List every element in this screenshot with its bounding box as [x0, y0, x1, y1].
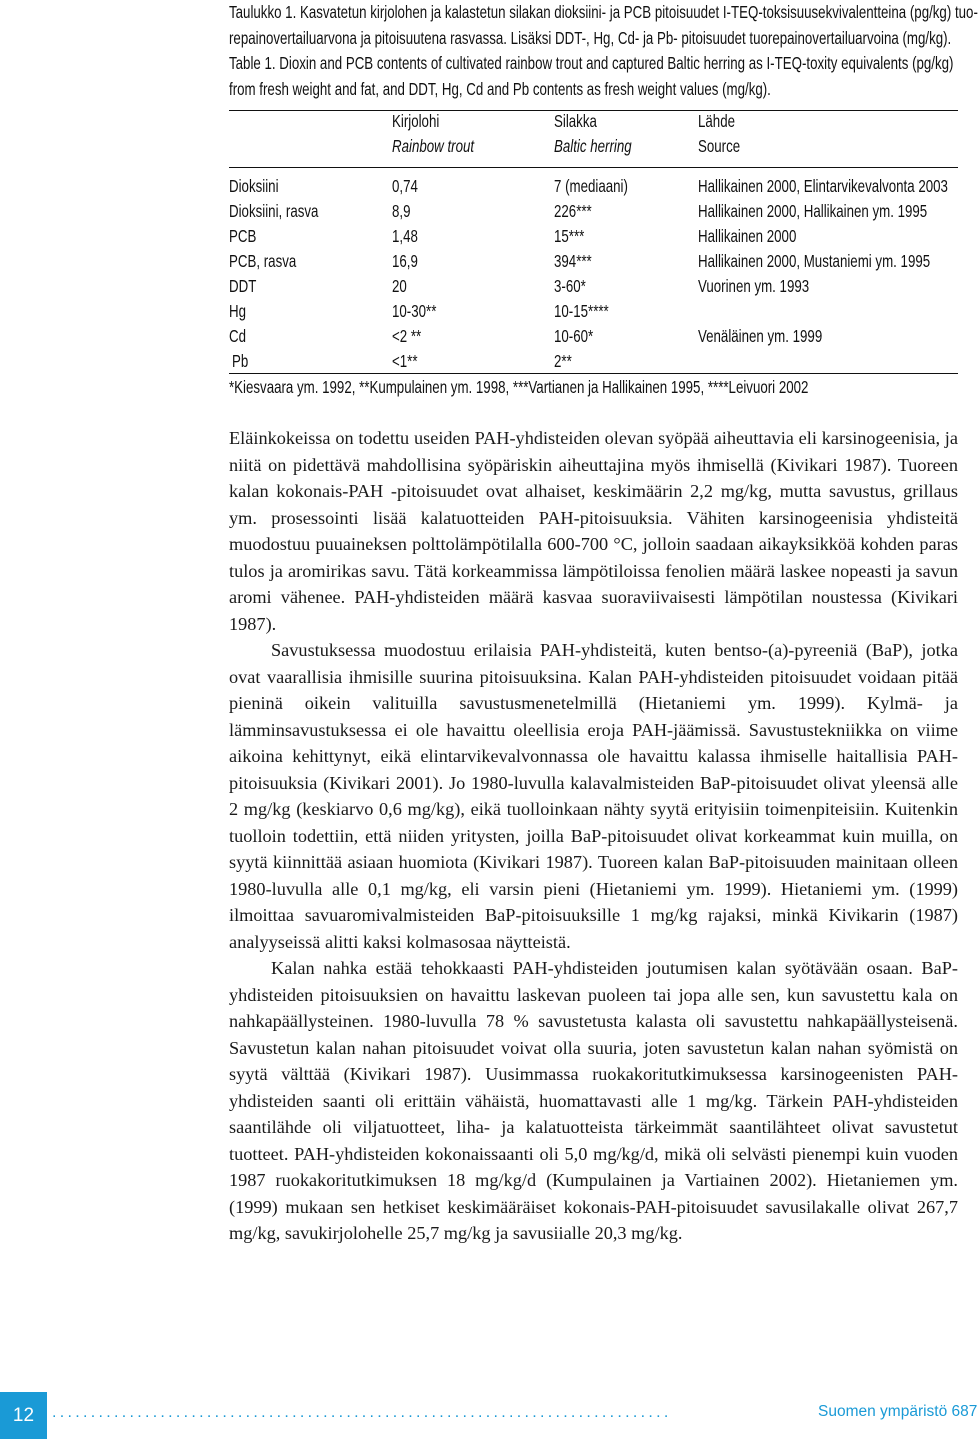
cell-trout: 20 [392, 276, 407, 296]
paragraph: Savustuksessa muodostuu erilaisia PAH-yhdisteitä, kuten bentso-(a)-pyreeniä (BaP), jotka ovat vaarallisia ihmisille suurina pitoisuuksina. Kalan PAH-yhdisteiden pitoisuudet voidaan pitää pieninä oikein valituilla savustusmenetelmillä (Hietaniemi ym. 1999). Kylmä- ja lämminsavustuksessa ei ole havaittu oleellisia eroja PAH-jäämissä. Savustustekniikka on viime aikoina kehittynyt, eikä elintarvikevalvonnassa ole havaittu kalassa ihmiselle haitallisia PAH-pitoisuuksia (Kivikari 2001). Jo 1980-luvulla kalavalmisteiden BaP-pitoisuudet olivat yleensä alle 2 mg/kg (keskiarvo 0,6 mg/kg), eikä tuolloinkaan nähty syytä erityisiin toimenpiteisiin. Kuitenkin tuolloin todettiin, että niiden yritysten, joilla BaP-pitoisuudet olivat korkeammat kuin muilla, on syytä kiinnittää asiaan huomiota (Kivikari 1987). Tuoreen kalan BaP-pitoisuuden mainitaan olleen 1980-luvulla alle 0,1 mg/kg, eli varsin pieni (Hietaniemi ym. 1999). Hietaniemi ym. (1999) ilmoittaa savuaromivalmisteiden BaP-pitoisuuksille 1 mg/kg rajaksi, minkä Kivikarin (1987) analyyseissä alitti kaksi kolmasosaa näytteistä. [229, 640, 958, 952]
row-label: Hg [229, 301, 247, 321]
cell-source: Hallikainen 2000, Mustaniemi ym. 1995 [698, 251, 931, 271]
row-label: Dioksiini [229, 176, 279, 196]
cell-trout: 10-30** [392, 301, 437, 321]
cell-herring: 7 (mediaani) [554, 176, 628, 196]
cell-herring: 3-60* [554, 276, 586, 296]
cell-trout: <2 ** [392, 326, 422, 346]
table-footnote: *Kiesvaara ym. 1992, **Kumpulainen ym. 1998, ***Vartianen ja Hallikainen 1995, ****Leivuori 2002 [229, 377, 809, 397]
cell-herring: 10-60* [554, 326, 594, 346]
row-label: PCB [229, 226, 257, 246]
cell-source: Hallikainen 2000, Hallikainen ym. 1995 [698, 201, 928, 221]
row-label: PCB, rasva [229, 251, 297, 271]
row-label: Dioksiini, rasva [229, 201, 319, 221]
caption-fi-line-1: Taulukko 1. Kasvatetun kirjolohen ja kalastetun silakan dioksiini- ja PCB pitoisuudet I-TEQ-toksisuusekvivalentteina (pg/kg) tuo- [229, 2, 978, 22]
body-text [229, 425, 958, 1247]
series-title: Suomen ympäristö 687 [818, 1403, 978, 1420]
paragraph: Eläinkokeissa on todettu useiden PAH-yhdisteiden olevan syöpää aiheuttavia eli karsinogeenisia, ja niitä on pidettävä mahdollisina syöpäriskin aiheuttajina myös ihmisellä (Kivikari 1987). Tuoreen kalan kokonais-PAH -pitoisuudet ovat alhaiset, keskimäärin 2,2 mg/kg, mutta savustus, grillaus ym. prosessointi lisää kalatuotteiden PAH-pitoisuuksia. Vähiten karsinogeenisia yhdisteitä muodostuu puuaineksen polttolämpötilalla 600-700 °C, jolloin saadaan aikayksikköä kohden paras tulos ja aromirikas savu. Tätä korkeammissa lämpötiloissa fenolien määrä laskee nopeasti ja savun aromi vähenee. PAH-yhdisteiden määrä kasvaa suoraviivaisesti lämpötilan noustessa (Kivikari 1987). [229, 428, 958, 634]
paragraph: Kalan nahka estää tehokkaasti PAH-yhdisteiden joutumisen kalan syötävään osaan. BaP-yhdisteiden pitoisuuksien on havaittu laskevan puoleen tai jopa alle sen, kun savustettu kala on nahkapäällysteinen. 1980-luvulla 78 % savustetusta kalasta oli savustettu nahkapäällysteisenä. Savustetun kalan nahan pitoisuudet voivat olla suuria, joten savustetun kalan nahan syömistä on syytä välttää (Kivikari 1987). Uusimmassa ruokakoritutkimuksessa karsinogeenisten PAH-yhdisteiden saanti oli erittäin vähäistä, huomattavasti alle 1 mg/kg. Tärkein PAH-yhdisteiden saantilähde oli viljatuotteet, liha- ja kalatuotteista tärkeimmät saantilähteet olivat savustetut tuotteet. PAH-yhdisteiden kokonaissaanti oli 5,0 mg/kg/d, mikä oli selvästi pienempi kuin vuoden 1987 ruokakoritutkimuksen 18 mg/kg/d (Kumpulainen ja Vartiainen 2002). Hietaniemen ym. (1999) mukaan sen hetkiset keskimääräiset kokonais-PAH-pitoisuudet savusilakalle olivat 267,7 mg/kg, savukirjolohelle 25,7 mg/kg ja savusiialle 20,3 mg/kg. [229, 958, 958, 1243]
cell-herring: 394*** [554, 251, 592, 271]
cell-source: Hallikainen 2000 [698, 226, 797, 246]
cell-trout: 16,9 [392, 251, 418, 271]
header-herring-fi: Silakka [554, 111, 597, 131]
cell-source: Vuorinen ym. 1993 [698, 276, 810, 296]
row-label: Cd [229, 326, 247, 346]
table-bottom-rule [229, 373, 958, 374]
caption-en-line-2: from fresh weight and fat, and DDT, Hg, Cd and Pb contents as fresh weight values (mg/kg). [229, 78, 771, 99]
cell-herring: 10-15**** [554, 301, 609, 321]
cell-trout: 1,48 [392, 226, 418, 246]
row-label: Pb [232, 351, 249, 371]
page-number: 12 [0, 1392, 47, 1439]
cell-herring: 2** [554, 351, 572, 371]
caption-en-line-1: Table 1. Dioxin and PCB contents of cultivated rainbow trout and captured Baltic herring as I-TEQ-toxity equivalents (pg/kg) [229, 53, 954, 73]
header-source-en: Source [698, 136, 741, 156]
cell-trout: 0,74 [392, 176, 418, 196]
header-trout-fi: Kirjolohi [392, 111, 440, 131]
cell-source: Hallikainen 2000, Elintarvikevalvonta 2003 [698, 176, 948, 196]
cell-herring: 15*** [554, 226, 585, 246]
header-source-fi: Lähde [698, 111, 735, 131]
header-herring-en: Baltic herring [554, 136, 632, 156]
table-caption [229, 0, 978, 102]
header-trout-en: Rainbow trout [392, 136, 475, 156]
cell-trout: 8,9 [392, 201, 411, 221]
footer-dot-leader: ................................................................................ [52, 1404, 672, 1421]
row-label: DDT [229, 276, 257, 296]
cell-source: Venäläinen ym. 1999 [698, 326, 823, 346]
table-header-rule [229, 167, 958, 168]
cell-trout: <1** [392, 351, 418, 371]
cell-herring: 226*** [554, 201, 592, 221]
caption-fi-line-2: repainovertailuarvona ja pitoisuutena rasvassa. Lisäksi DDT-, Hg, Cd- ja Pb- pitoisuudet tuorepainovertailuarvoina (mg/kg). [229, 27, 952, 48]
